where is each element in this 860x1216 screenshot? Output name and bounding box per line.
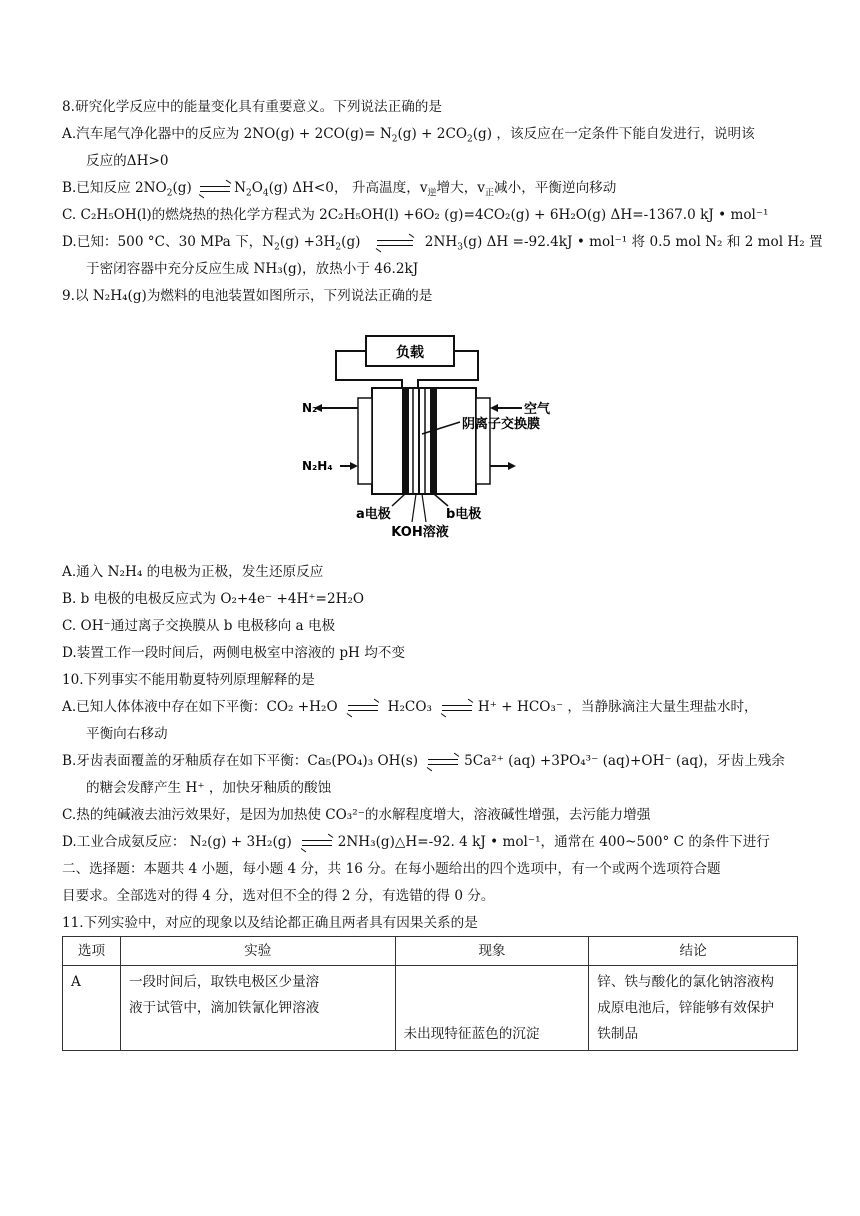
reversible-arrow-icon	[426, 757, 460, 767]
q10-stem: 10.下列事实不能用勒夏特列原理解释的是	[62, 672, 315, 688]
q8-option-d-line2: 于密闭容器中充分反应生成 NH₃(g)，放热小于 46.2kJ	[86, 261, 419, 277]
section2-instructions-line2: 目要求。全部选对的得 4 分，选对但不全的得 2 分，有选错的得 0 分。	[62, 888, 495, 904]
q10-option-a-line2: 平衡向右移动	[86, 726, 168, 742]
reversible-arrow-icon	[440, 703, 474, 713]
q9-stem: 9.以 N₂H₄(g)为燃料的电池装置如图所示，下列说法正确的是	[62, 288, 433, 304]
header-phenomenon: 现象	[395, 937, 589, 966]
q9-option-a: A.通入 N₂H₄ 的电极为正极，发生还原反应	[62, 564, 324, 580]
q10-option-b-line1: B.牙齿表面覆盖的牙釉质存在如下平衡：Ca₅(PO₄)₃ OH(s) 5Ca²⁺ (aq) +3PO₄³⁻ (aq)+OH⁻ (aq)，牙齿上残余	[62, 753, 785, 769]
q8-option-d-line1: D.已知：500 °C、30 MPa 下，$N_2(g) +3H_2(g)$ $2NH_3(g)$ ΔH =-92.4kJ • mol⁻¹ 将 0.5 mol N₂ 和 2 mol H₂ 置	[62, 234, 823, 253]
koh-label: KOH溶液	[391, 525, 449, 540]
n2h4-label: N₂H₄	[302, 459, 333, 473]
q9-option-d: D.装置工作一段时间后，两侧电极室中溶液的 pH 均不变	[62, 645, 405, 661]
q9-option-c: C. OH⁻通过离子交换膜从 b 电极移向 a 电极	[62, 618, 336, 634]
reversible-arrow-icon	[346, 703, 380, 713]
header-option: 选项	[63, 937, 121, 966]
q8-stem: 8.研究化学反应中的能量变化具有重要意义。下列说法正确的是	[62, 99, 442, 115]
cell-phenomenon: 未出现特征蓝色的沉淀	[395, 966, 589, 1051]
air-label: 空气	[524, 402, 551, 417]
n2-label: N₂	[302, 401, 318, 415]
a-electrode-label: a电极	[356, 507, 391, 522]
q8-option-c: C. C₂H₅OH(l)的燃烧热的热化学方程式为 2C₂H₅OH(l) +6O₂ (g)=4CO₂(g) + 6H₂O(g) ΔH=-1367.0 kJ • mol⁻¹	[62, 207, 769, 223]
q8-option-a-line2: 反应的ΔH>0	[86, 153, 169, 169]
cell-experiment: 一段时间后，取铁电极区少量溶 液于试管中，滴加铁氰化钾溶液	[120, 966, 395, 1051]
membrane-label: 阴离子交换膜	[462, 417, 541, 432]
q11-stem: 11.下列实验中，对应的现象以及结论都正确且两者具有因果关系的是	[62, 915, 478, 931]
q10-option-a-line1: A.已知人体体液中存在如下平衡：CO₂ +H₂O H₂CO₃ H⁺ + HCO₃⁻ ，当静脉滴注大量生理盐水时，	[62, 699, 758, 715]
q11-table	[62, 936, 798, 1051]
load-label: 负载	[396, 345, 424, 361]
reversible-arrow-icon	[375, 238, 415, 248]
header-conclusion: 结论	[589, 937, 798, 966]
q9-option-b: B. b 电极的电极反应式为 O₂+4e⁻ +4H⁺=2H₂O	[62, 591, 365, 607]
q8-option-a-line1: A.汽车尾气净化器中的反应为 $2NO(g) + 2CO(g)= N_2(g) + 2CO_2(g)$ ，该反应在一定条件下能自发进行，说明该	[62, 126, 755, 145]
b-electrode-plate	[430, 388, 437, 494]
cell-conclusion: 锌、铁与酸化的氯化钠溶液构 成原电池后，锌能够有效保护 铁制品	[589, 966, 798, 1051]
cell-option: A	[63, 966, 121, 1051]
a-electrode-plate	[402, 388, 409, 494]
section2-instructions-line1: 二、选择题：本题共 4 小题，每小题 4 分，共 16 分。在每小题给出的四个选项中，有一个或两个选项符合题	[62, 861, 721, 877]
q8-option-b: B.已知反应 $2NO_2(g)$ $N_2O_4(g)$ ΔH<0， 升高温度，$v_逆$增大，$v_正$减小，平衡逆向移动	[62, 180, 617, 199]
q10-option-c: C.热的纯碱液去油污效果好，是因为加热使 CO₃²⁻的水解程度增大，溶液碱性增强，去污能力增强	[62, 807, 651, 823]
reversible-arrow-icon	[300, 838, 334, 848]
fuel-cell-diagram	[300, 330, 560, 540]
cell-body	[372, 388, 476, 494]
header-experiment: 实验	[120, 937, 395, 966]
q10-option-b-line2: 的糖会发酵产生 H⁺ ，加快牙釉质的酸蚀	[86, 780, 332, 796]
q10-option-d: D.工业合成氨反应： N₂(g) + 3H₂(g) 2NH₃(g)△H=-92. 4 kJ • mol⁻¹，通常在 400~500° C 的条件下进行	[62, 834, 770, 850]
reversible-arrow-icon	[198, 184, 232, 194]
table-row	[63, 966, 798, 1051]
table-header-row	[63, 937, 798, 966]
b-electrode-label: b电极	[446, 507, 482, 522]
